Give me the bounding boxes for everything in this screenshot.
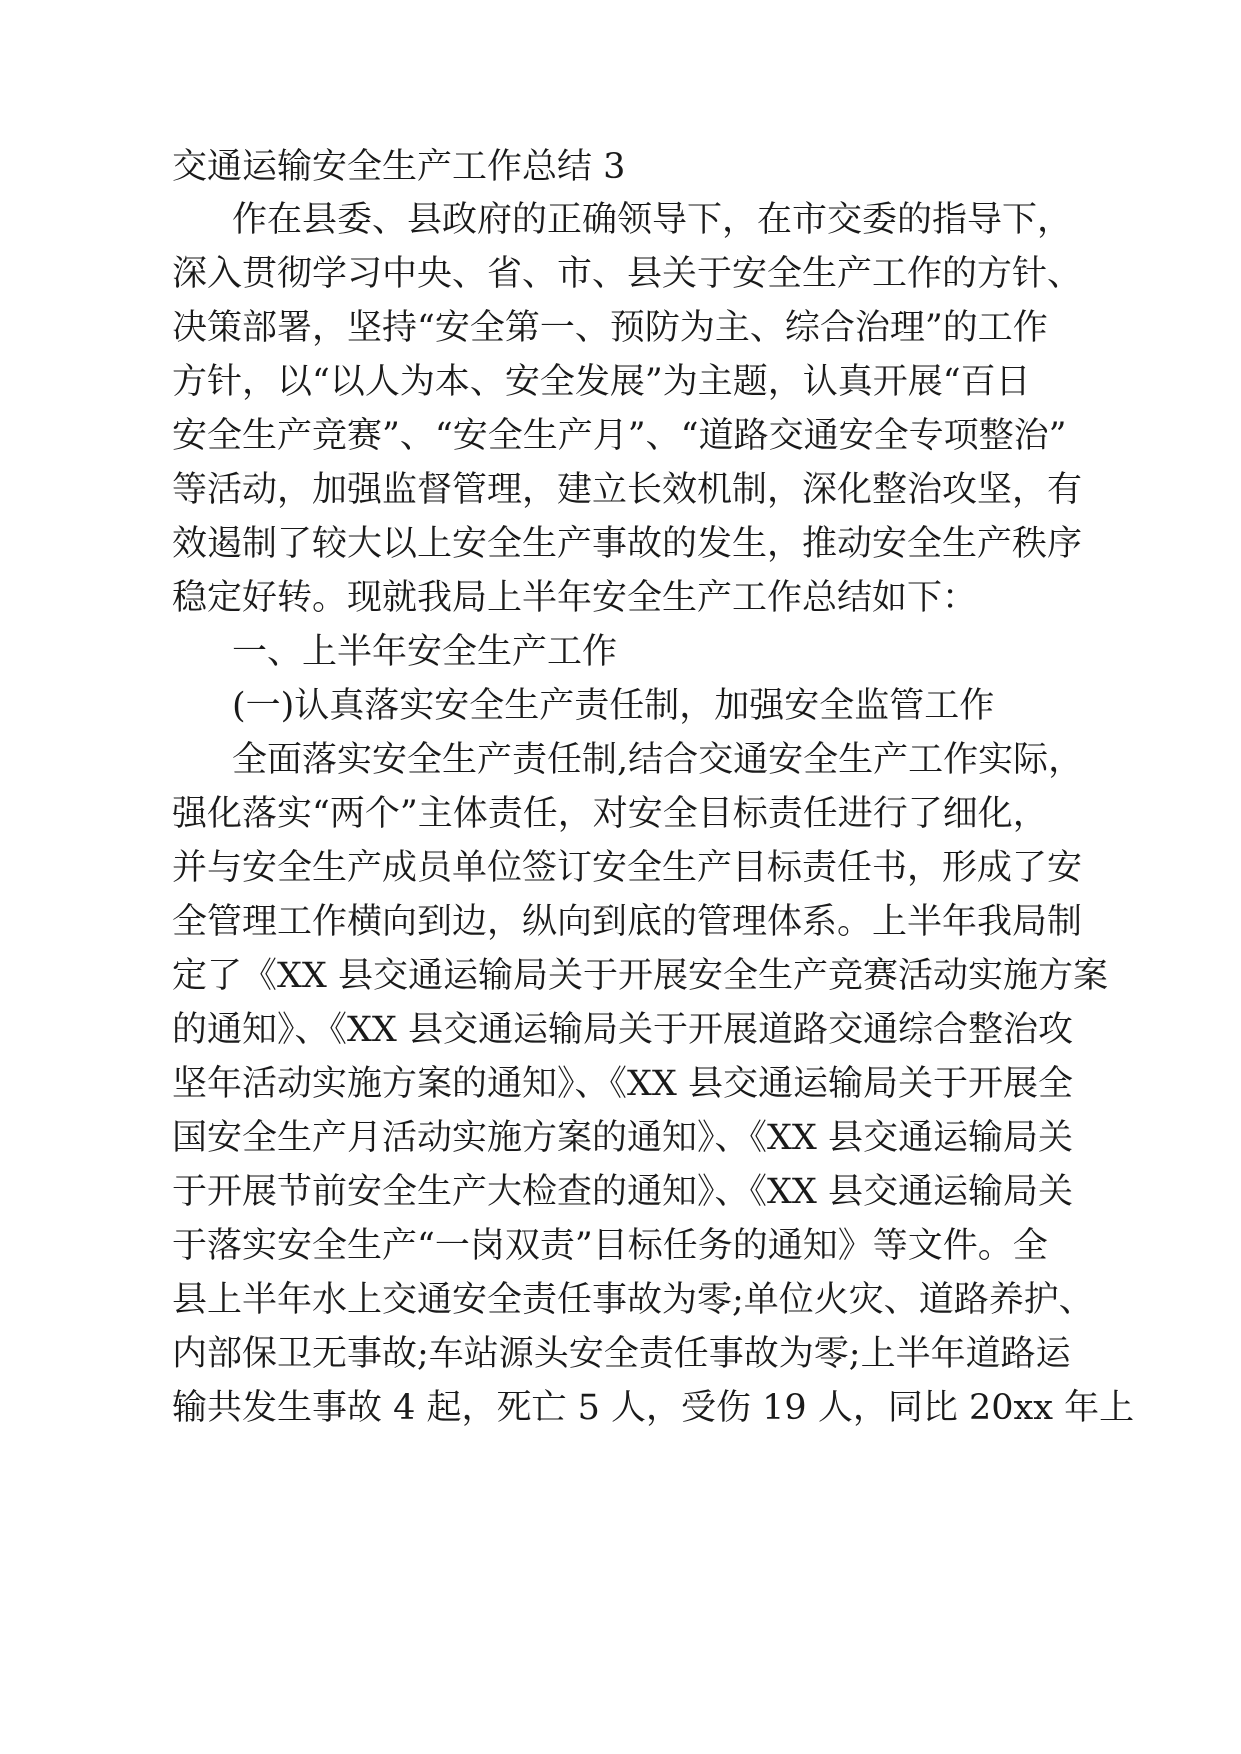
paragraph-line: 于落实安全生产“一岗双责”目标任务的通知》等文件。全 <box>172 1226 1048 1266</box>
paragraph-line: 内部保卫无事故;车站源头安全责任事故为零;上半年道路运 <box>172 1334 1071 1374</box>
paragraph-line: 效遏制了较大以上安全生产事故的发生，推动安全生产秩序 <box>172 524 1083 564</box>
paragraph-line: 稳定好转。现就我局上半年安全生产工作总结如下： <box>172 578 978 618</box>
paragraph-line: 安全生产竞赛”、“安全生产月”、“道路交通安全专项整治” <box>172 416 1067 456</box>
paragraph-line: 深入贯彻学习中央、省、市、县关于安全生产工作的方针、 <box>172 254 1083 294</box>
paragraph-line: 坚年活动实施方案的通知》、《XX 县交通运输局关于开展全 <box>172 1064 1073 1104</box>
paragraph-line: 于开展节前安全生产大检查的通知》、《XX 县交通运输局关 <box>172 1172 1073 1212</box>
paragraph-line: 决策部署，坚持“安全第一、预防为主、综合治理”的工作 <box>172 308 1048 348</box>
section-heading: 一、上半年安全生产工作 <box>232 632 618 672</box>
paragraph-line: 作在县委、县政府的正确领导下，在市交委的指导下， <box>232 200 1073 240</box>
paragraph-line: 输共发生事故 4 起，死亡 5 人，受伤 19 人，同比 20xx 年上 <box>172 1388 1135 1428</box>
paragraph-line: 全管理工作横向到边，纵向到底的管理体系。上半年我局制 <box>172 902 1083 942</box>
paragraph-line: 方针，以“以人为本、安全发展”为主题，认真开展“百日 <box>172 362 1031 402</box>
paragraph-line: 的通知》、《XX 县交通运输局关于开展道路交通综合整治攻 <box>172 1010 1073 1050</box>
paragraph-line: 县上半年水上交通安全责任事故为零;单位火灾、道路养护、 <box>172 1280 1094 1320</box>
paragraph-line: 等活动，加强监督管理，建立长效机制，深化整治攻坚，有 <box>172 470 1083 510</box>
subsection-heading: (一)认真落实安全生产责任制，加强安全监管工作 <box>232 686 995 726</box>
paragraph-line: 强化落实“两个”主体责任，对安全目标责任进行了细化， <box>172 794 1048 834</box>
paragraph-line: 并与安全生产成员单位签订安全生产目标责任书，形成了安 <box>172 848 1083 888</box>
paragraph-line: 定了《XX 县交通运输局关于开展安全生产竞赛活动实施方案 <box>172 956 1108 996</box>
document-title: 交通运输安全生产工作总结 3 <box>172 147 626 187</box>
paragraph-line: 全面落实安全生产责任制,结合交通安全生产工作实际， <box>232 740 1084 780</box>
paragraph-line: 国安全生产月活动实施方案的通知》、《XX 县交通运输局关 <box>172 1118 1073 1158</box>
